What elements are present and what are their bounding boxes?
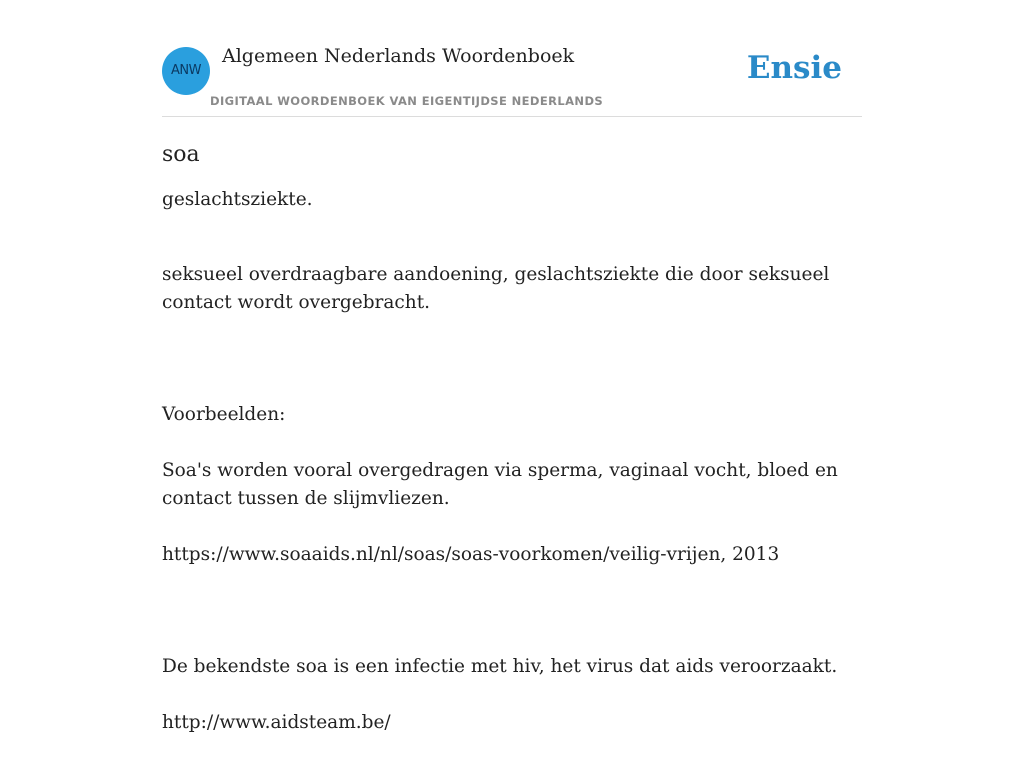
spacer bbox=[162, 597, 862, 625]
ensie-brand-link[interactable]: Ensie bbox=[746, 50, 842, 86]
examples-label: Voorbeelden: bbox=[162, 404, 286, 425]
short-definition: geslachtsziekte. bbox=[162, 189, 313, 210]
site-subtitle: DIGITAAL WOORDENBOEK VAN EIGENTIJDSE NEDERLANDS bbox=[210, 94, 604, 108]
example-source[interactable]: http://www.aidsteam.be/ bbox=[162, 712, 391, 733]
entry-content bbox=[162, 138, 862, 765]
site-header bbox=[162, 0, 862, 117]
anw-logo[interactable]: ANW bbox=[162, 47, 210, 95]
spacer bbox=[162, 345, 862, 373]
headword: soa bbox=[162, 142, 200, 167]
definition-text: seksueel overdraagbare aandoening, geslachtsziekte die door seksueel contact wordt overgebracht. bbox=[162, 264, 830, 313]
site-title[interactable]: Algemeen Nederlands Woordenboek bbox=[222, 45, 575, 67]
example-text: De bekendste soa is een infectie met hiv, het virus dat aids veroorzaakt. bbox=[162, 656, 838, 677]
definition-block bbox=[162, 233, 862, 765]
example-text: Soa's worden vooral overgedragen via sperma, vaginaal vocht, bloed en contact tussen de slijmvliezen. bbox=[162, 460, 838, 509]
example-source[interactable]: https://www.soaaids.nl/nl/soas/soas-voorkomen/veilig-vrijen, 2013 bbox=[162, 544, 780, 565]
